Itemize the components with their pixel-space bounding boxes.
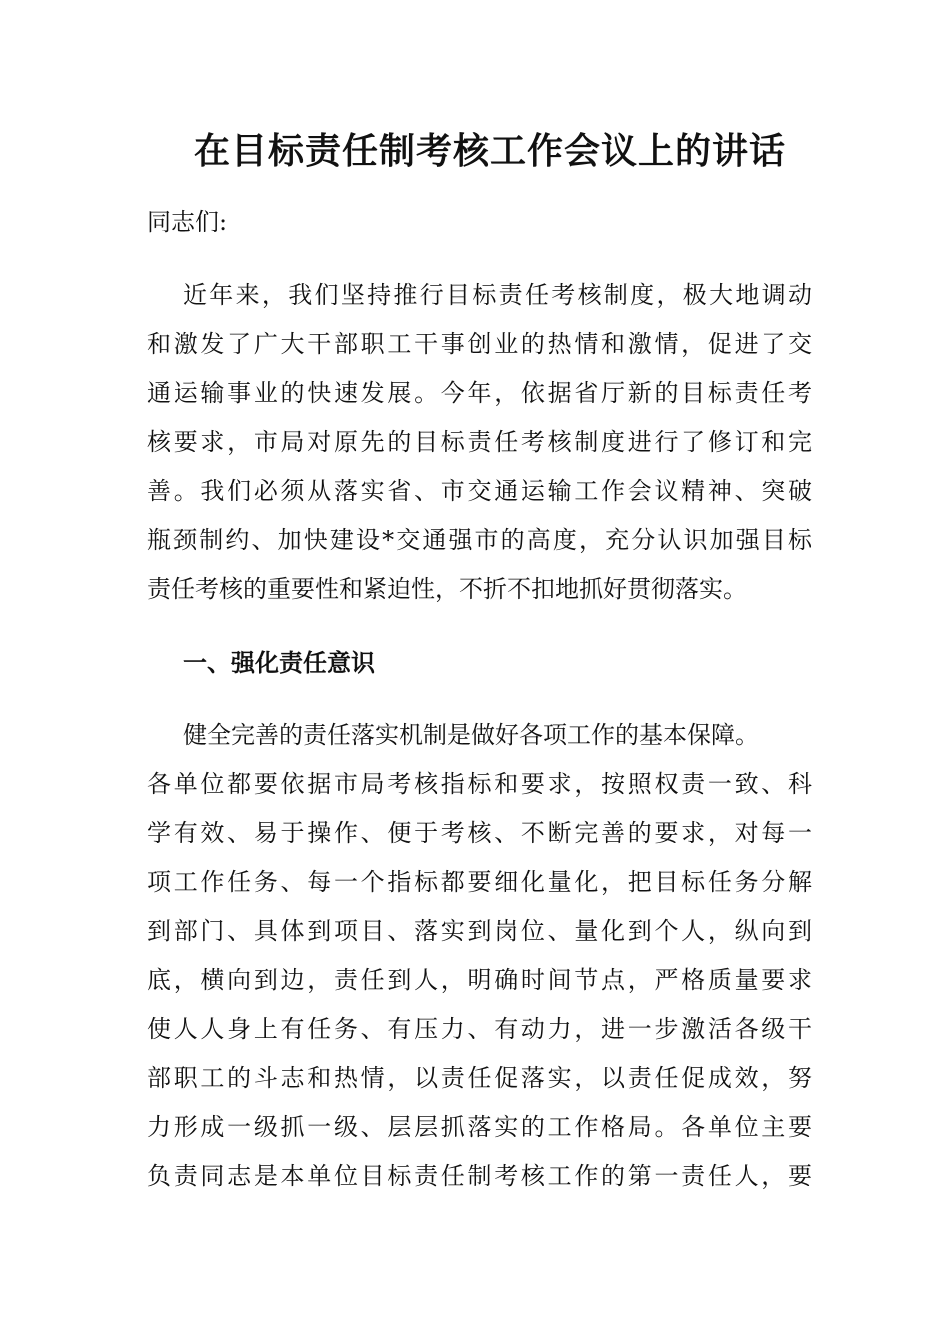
paragraph-line: 部职工的斗志和热情，以责任促落实，以责任促成效，努	[147, 1064, 812, 1092]
document-title: 在目标责任制考核工作会议上的讲话	[193, 130, 786, 172]
paragraph-line: 底，横向到边，责任到人，明确时间节点，严格质量要求	[147, 966, 812, 994]
section-heading: 一、强化责任意识	[183, 648, 375, 677]
paragraph-line: 近年来，我们坚持推行目标责任考核制度，极大地调动	[183, 281, 812, 309]
paragraph-line: 到部门、具体到项目、落实到岗位、量化到个人，纵向到	[147, 917, 812, 945]
paragraph-line: 瓶颈制约、加快建设*交通强市的高度，充分认识加强目标	[147, 526, 812, 554]
paragraph-line: 各单位都要依据市局考核指标和要求，按照权责一致、科	[147, 770, 812, 798]
paragraph-line: 通运输事业的快速发展。今年，依据省厅新的目标责任考	[147, 379, 812, 407]
paragraph-section1	[147, 711, 812, 1201]
paragraph-line: 和激发了广大干部职工干事创业的热情和激情，促进了交	[147, 330, 812, 358]
paragraph-line: 责任考核的重要性和紧迫性，不折不扣地抓好贯彻落实。	[147, 575, 747, 603]
paragraph-line: 健全完善的责任落实机制是做好各项工作的基本保障。	[183, 721, 759, 749]
salutation: 同志们:	[147, 208, 228, 236]
paragraph-line: 善。我们必须从落实省、市交通运输工作会议精神、突破	[147, 477, 812, 505]
paragraph-line: 使人人身上有任务、有压力、有动力，进一步激活各级干	[147, 1015, 812, 1043]
paragraph-line: 学有效、易于操作、便于考核、不断完善的要求，对每一	[147, 819, 812, 847]
paragraph-line: 负责同志是本单位目标责任制考核工作的第一责任人，要	[147, 1162, 812, 1190]
paragraph-line: 力形成一级抓一级、层层抓落实的工作格局。各单位主要	[147, 1113, 812, 1141]
paragraph-line: 项工作任务、每一个指标都要细化量化，把目标任务分解	[147, 868, 812, 896]
paragraph-line: 核要求，市局对原先的目标责任考核制度进行了修订和完	[147, 428, 812, 456]
paragraph-intro	[147, 271, 812, 614]
document-body	[147, 198, 812, 1225]
